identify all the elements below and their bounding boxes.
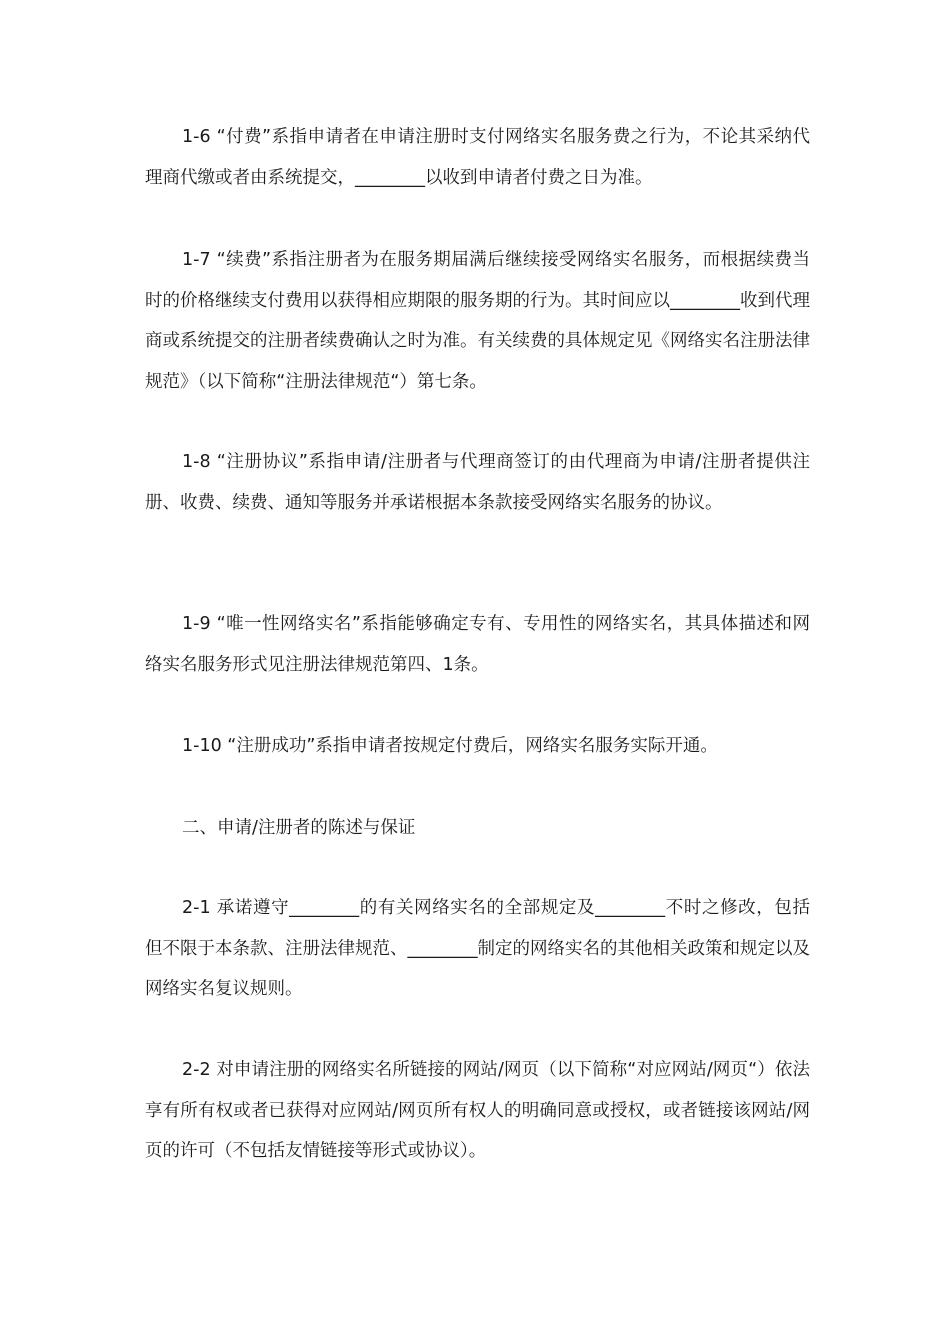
clause-1-9-paragraph: 1-9 “唯一性网络实名”系指能够确定专有、专用性的网络实名，其具体描述和网络实名服务形式见注册法律规范第四、1条。 [145, 614, 810, 675]
clause-1-10-paragraph: 1-10 “注册成功”系指申请者按规定付费后，网络实名服务实际开通。 [182, 736, 718, 756]
clause-2-1-paragraph: 2-1 承诺遵守________的有关网络实名的全部规定及________不时之修改，包括但不限于本条款、注册法律规范、________制定的网络实名的其他相关政策和规定以及网络实名复议规则。 [145, 898, 810, 999]
clause-2-2-paragraph: 2-2 对申请注册的网络实名所链接的网站/网页（以下简称“对应网站/网页“）依法享有所有权或者已获得对应网站/网页所有权人的明确同意或授权，或者链接该网站/网页的许可（不包括友情链接等形式或协议）。 [145, 1060, 810, 1161]
section-2-heading: 二、申请/注册者的陈述与保证 [182, 818, 416, 838]
clause-1-8-paragraph: 1-8 “注册协议”系指申请/注册者与代理商签订的由代理商为申请/注册者提供注册、收费、续费、通知等服务并承诺根据本条款接受网络实名服务的协议。 [145, 452, 810, 513]
clause-1-6-paragraph: 1-6 “付费”系指申请者在申请注册时支付网络实名服务费之行为，不论其采纳代理商代缴或者由系统提交，________以收到申请者付费之日为准。 [145, 127, 810, 188]
clause-1-7-paragraph: 1-7 “续费”系指注册者为在服务期届满后继续接受网络实名服务，而根据续费当时的价格继续支付费用以获得相应期限的服务期的行为。其时间应以________收到代理商或系统提交的注册者续费确认之时为准。有关续费的具体规定见《网络实名注册法律规范》（以下简称“注册法律规范“）第七条。 [145, 250, 810, 392]
